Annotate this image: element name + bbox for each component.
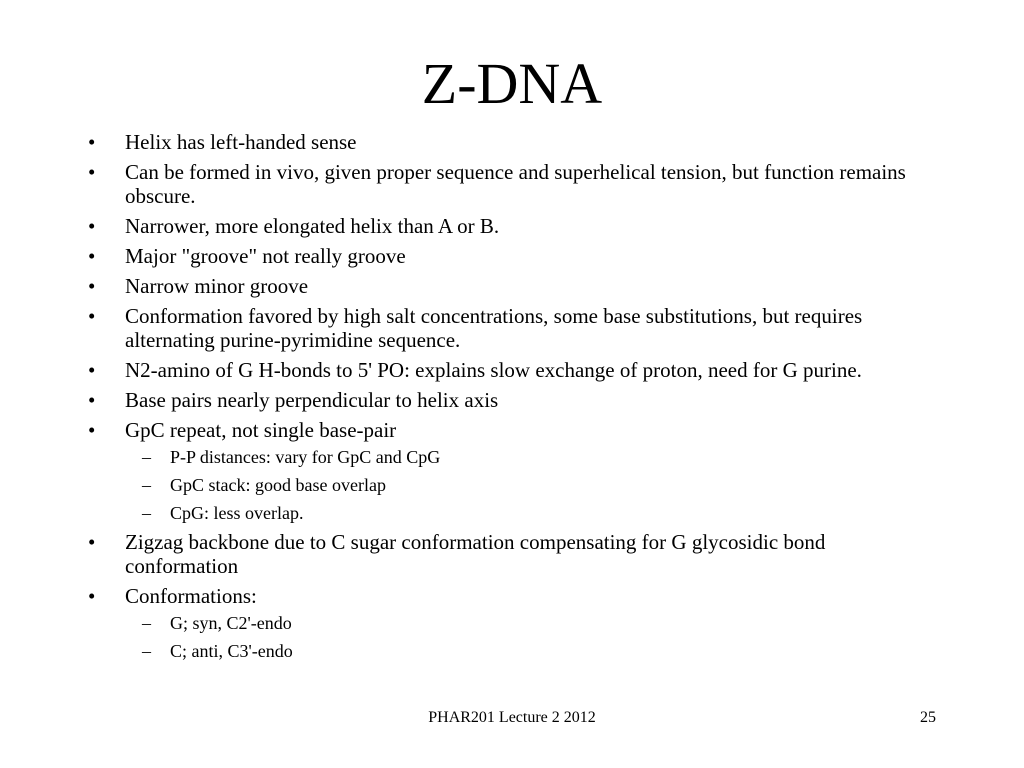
bullet-item bbox=[88, 358, 938, 382]
bullet-item bbox=[88, 418, 938, 524]
bullet-item bbox=[88, 530, 938, 578]
bullet-text: Narrower, more elongated helix than A or B. bbox=[125, 214, 500, 238]
bullet-list bbox=[88, 130, 938, 668]
bullet-marker: • bbox=[88, 358, 96, 382]
bullet-item bbox=[88, 160, 938, 208]
bullet-item bbox=[88, 274, 938, 298]
bullet-marker: • bbox=[88, 244, 96, 268]
bullet-text: N2-amino of G H-bonds to 5' PO: explains slow exchange of proton, need for G purine. bbox=[125, 358, 862, 382]
bullet-text: Conformation favored by high salt concentrations, some base substitutions, but requires alternating purine-pyrimidine sequence. bbox=[125, 304, 863, 352]
sub-item-text: P-P distances: vary for GpC and CpG bbox=[170, 447, 441, 467]
sub-item bbox=[125, 612, 938, 634]
bullet-marker: • bbox=[88, 584, 96, 608]
bullet-text: Major "groove" not really groove bbox=[125, 244, 406, 268]
dash-marker: – bbox=[142, 503, 151, 523]
sub-item-text: C; anti, C3'-endo bbox=[170, 641, 293, 661]
bullet-marker: • bbox=[88, 214, 96, 238]
bullet-text: Helix has left-handed sense bbox=[125, 130, 357, 154]
bullet-text: Narrow minor groove bbox=[125, 274, 309, 298]
sub-item-text: GpC stack: good base overlap bbox=[170, 475, 386, 495]
bullet-text: Can be formed in vivo, given proper sequence and superhelical tension, but function remains obscure. bbox=[125, 160, 906, 208]
sub-item bbox=[125, 502, 938, 524]
bullet-marker: • bbox=[88, 388, 96, 412]
sub-item bbox=[125, 640, 938, 662]
bullet-marker: • bbox=[88, 304, 96, 328]
bullet-text: Zigzag backbone due to C sugar conformation compensating for G glycosidic bond conformation bbox=[125, 530, 826, 578]
dash-marker: – bbox=[142, 641, 151, 661]
sub-item-text: CpG: less overlap. bbox=[170, 503, 304, 523]
bullet-marker: • bbox=[88, 274, 96, 298]
sub-list bbox=[125, 446, 938, 524]
dash-marker: – bbox=[142, 447, 151, 467]
slide-title: Z-DNA bbox=[421, 51, 603, 116]
bullet-item bbox=[88, 214, 938, 238]
bullet-marker: • bbox=[88, 130, 96, 154]
sub-item-text: G; syn, C2'-endo bbox=[170, 613, 292, 633]
bullet-item bbox=[88, 388, 938, 412]
bullet-item bbox=[88, 130, 938, 154]
bullet-text: Conformations: bbox=[125, 584, 257, 608]
bullet-marker: • bbox=[88, 160, 96, 184]
bullet-marker: • bbox=[88, 530, 96, 554]
dash-marker: – bbox=[142, 475, 151, 495]
page-number: 25 bbox=[920, 709, 936, 726]
sub-list bbox=[125, 612, 938, 662]
bullet-item bbox=[88, 244, 938, 268]
bullet-item bbox=[88, 584, 938, 662]
sub-item bbox=[125, 474, 938, 496]
bullet-marker: • bbox=[88, 418, 96, 442]
bullet-text: Base pairs nearly perpendicular to helix axis bbox=[125, 388, 499, 412]
footer-lecture-label: PHAR201 Lecture 2 2012 bbox=[428, 709, 596, 726]
dash-marker: – bbox=[142, 613, 151, 633]
bullet-item bbox=[88, 304, 938, 352]
bullet-text: GpC repeat, not single base-pair bbox=[125, 418, 397, 442]
sub-item bbox=[125, 446, 938, 468]
